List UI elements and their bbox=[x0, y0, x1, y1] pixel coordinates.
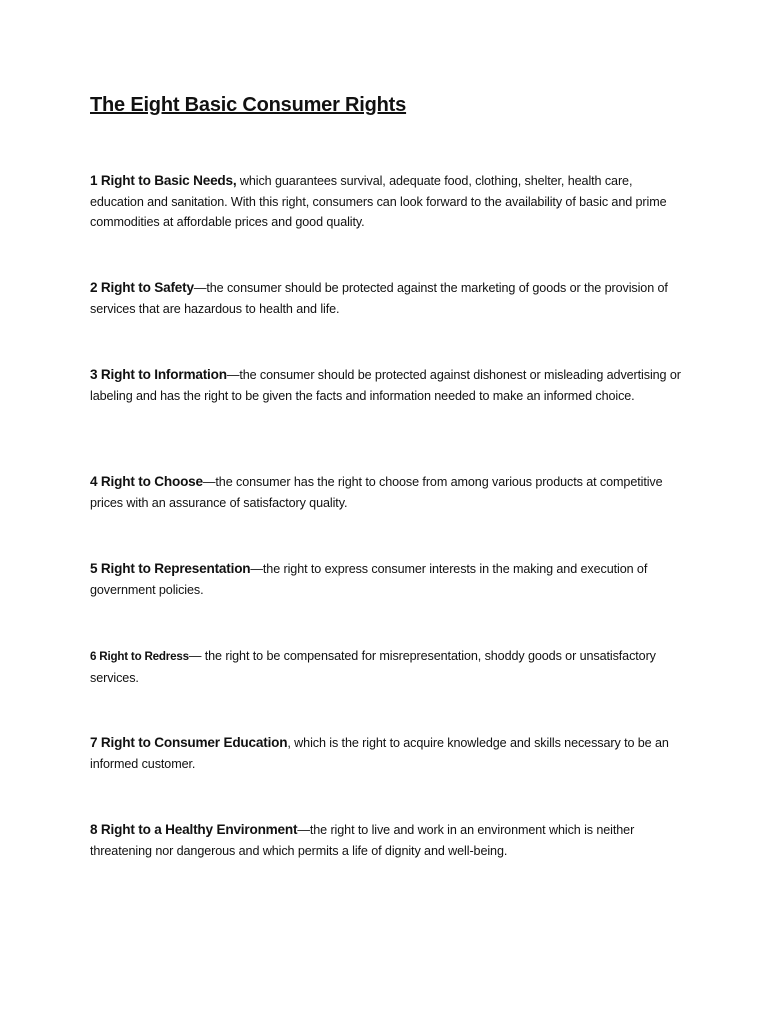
right-item-representation bbox=[90, 559, 685, 600]
right-item-choose bbox=[90, 472, 685, 513]
right-separator: — bbox=[250, 562, 263, 576]
right-description: the consumer should be protected against dishonest or misleading advertising or labeling and has the right to be given the facts and information needed to make an informed choice. bbox=[90, 368, 681, 403]
right-description: the right to express consumer interests in the making and execution of government policies. bbox=[90, 562, 648, 597]
right-label: 4 Right to Choose bbox=[90, 474, 203, 489]
right-label: 5 Right to Representation bbox=[90, 561, 251, 576]
right-separator: — bbox=[297, 823, 310, 837]
right-description: the consumer should be protected against the marketing of goods or the provision of services that are hazardous to health and life. bbox=[90, 281, 668, 316]
right-item-information bbox=[90, 365, 685, 406]
right-label: 8 Right to a Healthy Environment bbox=[90, 822, 298, 837]
right-item-safety bbox=[90, 278, 685, 319]
right-label: 7 Right to Consumer Education bbox=[90, 735, 288, 750]
right-label: 1 Right to Basic Needs, bbox=[90, 173, 237, 188]
right-separator: — bbox=[188, 649, 205, 663]
right-description: the consumer has the right to choose from among various products at competitive prices with an assurance of satisfactory quality. bbox=[90, 475, 663, 510]
right-description: the right to live and work in an environment which is neither threatening nor dangerous and which permits a life of dignity and well-being. bbox=[90, 823, 635, 858]
right-label: 6 Right to Redress bbox=[90, 650, 189, 663]
right-label: 2 Right to Safety bbox=[90, 280, 194, 295]
right-separator: , bbox=[287, 736, 295, 750]
right-description: which is the right to acquire knowledge and skills necessary to be an informed customer. bbox=[90, 736, 669, 771]
right-item-basic-needs bbox=[90, 171, 685, 233]
right-label: 3 Right to Information bbox=[90, 367, 227, 382]
right-item-redress bbox=[90, 646, 685, 688]
page-title: The Eight Basic Consumer Rights bbox=[90, 94, 407, 116]
right-item-consumer-education bbox=[90, 733, 685, 774]
right-separator: — bbox=[202, 475, 216, 489]
right-item-healthy-environment bbox=[90, 820, 685, 861]
right-description: the right to be compensated for misrepresentation, shoddy goods or unsatisfactory services. bbox=[90, 649, 656, 685]
right-separator: — bbox=[226, 368, 240, 382]
right-separator: — bbox=[193, 281, 207, 295]
right-description: which guarantees survival, adequate food, clothing, shelter, health care, education and sanitation. With this right, consumers can look forward to the availability of basic and prime commodities at affordable prices and good quality. bbox=[90, 174, 667, 229]
